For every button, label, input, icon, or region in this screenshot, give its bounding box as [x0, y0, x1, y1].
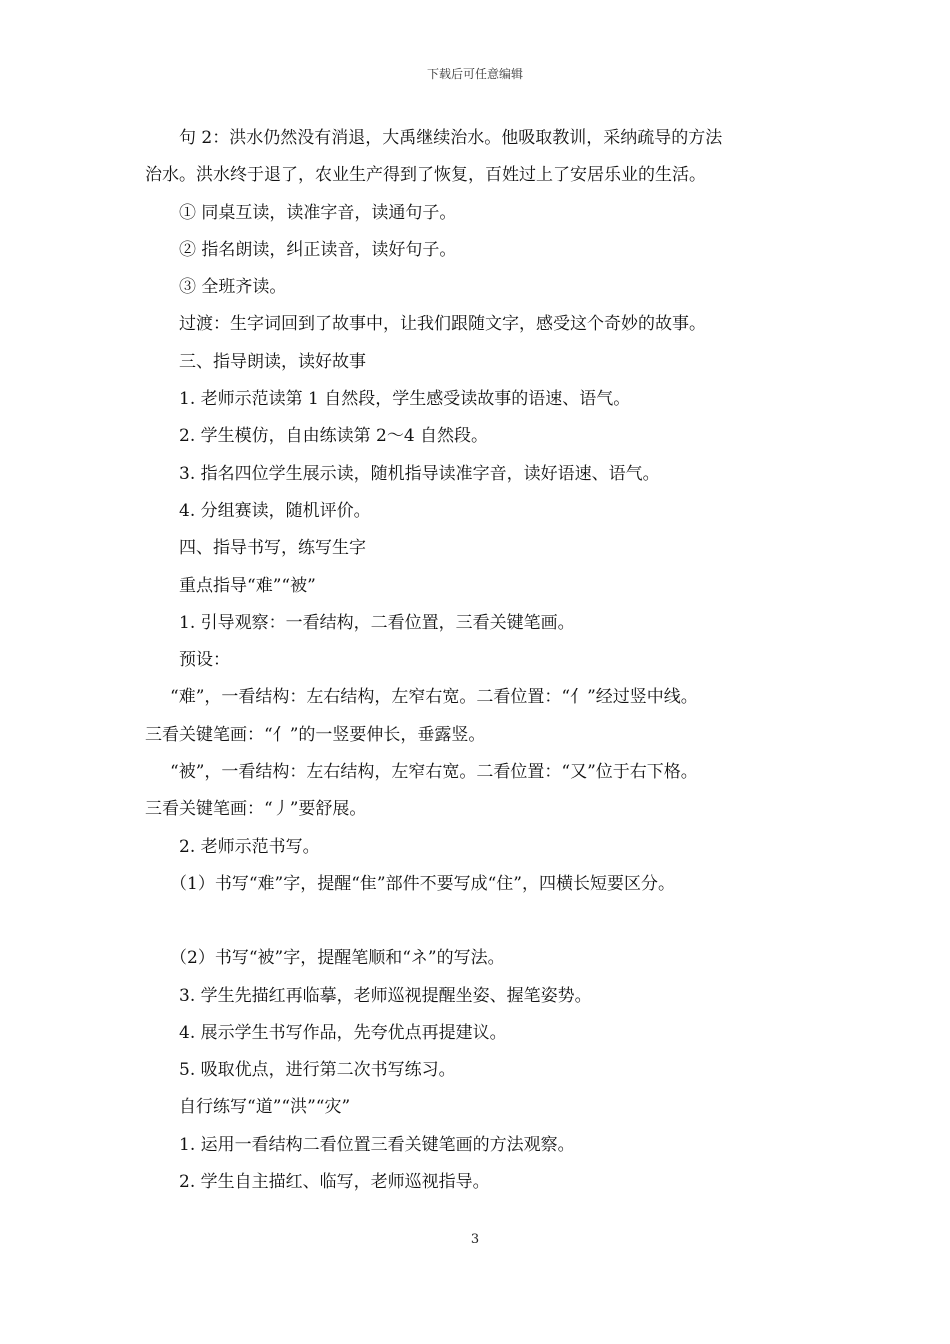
section-heading-three: 三、指导朗读，读好故事	[179, 351, 366, 372]
list-item: 1. 老师示范读第 1 自然段，学生感受读故事的语速、语气。	[179, 389, 631, 410]
list-item-named-reading: ② 指名朗读，纠正读音，读好句子。	[179, 239, 457, 260]
paragraph-nan-analysis-cont: 三看关键笔画：“亻”的一竖要伸长，垂露竖。	[145, 724, 486, 745]
blank-line	[145, 903, 825, 940]
list-item: 5. 吸取优点，进行第二次书写练习。	[179, 1060, 456, 1081]
list-item: 1. 引导观察：一看结构，二看位置，三看关键笔画。	[179, 612, 575, 633]
section-heading-four: 四、指导书写，练写生字	[179, 538, 366, 559]
list-item: 1. 运用一看结构二看位置三看关键笔画的方法观察。	[179, 1134, 575, 1155]
paragraph-nan-analysis: “难”，一看结构：左右结构，左窄右宽。二看位置：“亻”经过竖中线。	[170, 687, 698, 708]
list-item: 2. 学生自主描红、临写，老师巡视指导。	[179, 1172, 490, 1193]
paragraph-transition: 过渡：生字词回到了故事中，让我们跟随文字，感受这个奇妙的故事。	[179, 314, 706, 335]
subheading-key-characters: 重点指导“难”“被”	[179, 575, 316, 596]
paragraph-sentence-2: 句 2：洪水仍然没有消退，大禹继续治水。他吸取教训，采纳疏导的方法	[179, 128, 723, 148]
list-item: 3. 学生先描红再临摹，老师巡视提醒坐姿、握笔姿势。	[179, 985, 592, 1006]
page-header: 下载后可任意编辑	[426, 67, 523, 81]
paragraph-bei-analysis: “被”，一看结构：左右结构，左窄右宽。二看位置：“又”位于右下格。	[170, 762, 698, 783]
subheading-self-practice: 自行练写“道”“洪”“灾”	[179, 1097, 351, 1118]
paragraph-bei-analysis-cont: 三看关键笔画：“丿”要舒展。	[145, 799, 367, 820]
list-item-sub: （1）书写“难”字，提醒“隹”部件不要写成“住”，四横长短要区分。	[170, 873, 675, 894]
list-item: 4. 分组赛读，随机评价。	[179, 500, 371, 521]
paragraph-preset-label: 预设：	[179, 650, 230, 671]
list-item: 3. 指名四位学生展示读，随机指导读准字音，读好语速、语气。	[179, 463, 660, 484]
list-item: 4. 展示学生书写作品，先夸优点再提建议。	[179, 1022, 507, 1043]
page-number: 3	[470, 1232, 480, 1247]
list-item-class-reading: ③ 全班齐读。	[179, 277, 287, 298]
list-item-pair-reading: ① 同桌互读，读准字音，读通句子。	[179, 202, 457, 223]
list-item: 2. 学生模仿，自由练读第 2～4 自然段。	[179, 426, 489, 447]
paragraph-sentence-2-cont: 治水。洪水终于退了，农业生产得到了恢复，百姓过上了安居乐业的生活。	[145, 165, 706, 186]
document-body	[145, 120, 825, 1201]
list-item: 2. 老师示范书写。	[179, 836, 320, 857]
list-item-sub: （2）书写“被”字，提醒笔顺和“ネ”的写法。	[170, 948, 505, 969]
